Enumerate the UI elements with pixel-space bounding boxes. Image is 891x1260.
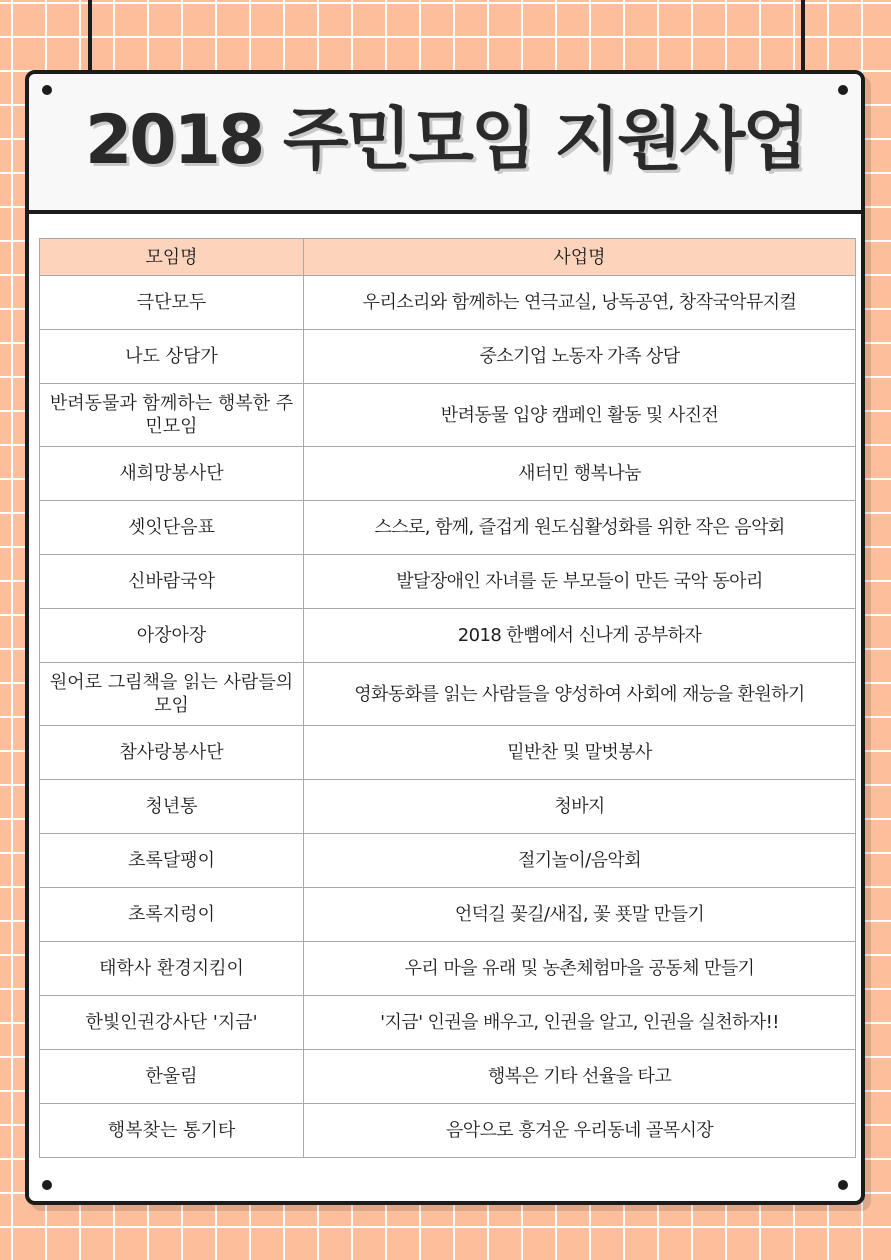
table-row — [40, 447, 856, 501]
group-name-cell: 행복찾는 통기타 — [40, 1104, 304, 1158]
project-name-cell: 중소기업 노동자 가족 상담 — [304, 330, 856, 384]
hanging-wire-right — [801, 0, 805, 76]
project-name-cell: 밑반찬 및 말벗봉사 — [304, 726, 856, 780]
project-name-cell: 새터민 행복나눔 — [304, 447, 856, 501]
group-name-cell: 새희망봉사단 — [40, 447, 304, 501]
hanging-wire-left — [88, 0, 92, 76]
pin-dot-icon — [838, 1180, 848, 1190]
table-header-row — [40, 239, 856, 276]
table-row — [40, 501, 856, 555]
group-name-cell: 태학사 환경지킴이 — [40, 942, 304, 996]
pin-dot-icon — [838, 85, 848, 95]
table-row — [40, 1104, 856, 1158]
project-name-cell: 절기놀이/음악회 — [304, 834, 856, 888]
project-name-cell: 음악으로 흥겨운 우리동네 골목시장 — [304, 1104, 856, 1158]
group-name-cell: 극단모두 — [40, 276, 304, 330]
group-name-cell: 아장아장 — [40, 609, 304, 663]
group-name-cell: 한빛인권강사단 '지금' — [40, 996, 304, 1050]
group-name-cell: 셋잇단음표 — [40, 501, 304, 555]
project-name-cell: 반려동물 입양 캠페인 활동 및 사진전 — [304, 384, 856, 447]
group-name-cell: 초록달팽이 — [40, 834, 304, 888]
table-row — [40, 888, 856, 942]
table-row — [40, 276, 856, 330]
table-row — [40, 1050, 856, 1104]
program-table — [39, 238, 856, 1158]
table-row — [40, 330, 856, 384]
table-row — [40, 834, 856, 888]
table-row — [40, 609, 856, 663]
project-name-cell: '지금' 인권을 배우고, 인권을 알고, 인권을 실천하자!! — [304, 996, 856, 1050]
group-name-cell: 청년통 — [40, 780, 304, 834]
title-band — [29, 74, 861, 214]
project-name-cell: 우리소리와 함께하는 연극교실, 낭독공연, 창작국악뮤지컬 — [304, 276, 856, 330]
table-row — [40, 780, 856, 834]
group-name-cell: 신바람국악 — [40, 555, 304, 609]
table-row — [40, 663, 856, 726]
group-name-cell: 나도 상담가 — [40, 330, 304, 384]
column-header-group: 모임명 — [40, 239, 304, 276]
pin-dot-icon — [42, 85, 52, 95]
table-row — [40, 555, 856, 609]
table-row — [40, 942, 856, 996]
group-name-cell: 반려동물과 함께하는 행복한 주민모임 — [40, 384, 304, 447]
table-row — [40, 384, 856, 447]
group-name-cell: 참사랑봉사단 — [40, 726, 304, 780]
group-name-cell: 한울림 — [40, 1050, 304, 1104]
project-name-cell: 우리 마을 유래 및 농촌체험마을 공동체 만들기 — [304, 942, 856, 996]
project-name-cell: 언덕길 꽃길/새집, 꽃 푯말 만들기 — [304, 888, 856, 942]
column-header-project: 사업명 — [304, 239, 856, 276]
group-name-cell: 원어로 그림책을 읽는 사람들의 모임 — [40, 663, 304, 726]
project-name-cell: 스스로, 함께, 즐겁게 원도심활성화를 위한 작은 음악회 — [304, 501, 856, 555]
table-row — [40, 726, 856, 780]
project-name-cell: 청바지 — [304, 780, 856, 834]
table-row — [40, 996, 856, 1050]
project-name-cell: 행복은 기타 선율을 타고 — [304, 1050, 856, 1104]
pin-dot-icon — [42, 1180, 52, 1190]
project-name-cell: 영화동화를 읽는 사람들을 양성하여 사회에 재능을 환원하기 — [304, 663, 856, 726]
page-title: 2018 주민모임 지원사업 — [84, 101, 806, 180]
notice-board — [25, 70, 865, 1205]
project-name-cell: 발달장애인 자녀를 둔 부모들이 만든 국악 동아리 — [304, 555, 856, 609]
group-name-cell: 초록지렁이 — [40, 888, 304, 942]
project-name-cell: 2018 한뼘에서 신나게 공부하자 — [304, 609, 856, 663]
